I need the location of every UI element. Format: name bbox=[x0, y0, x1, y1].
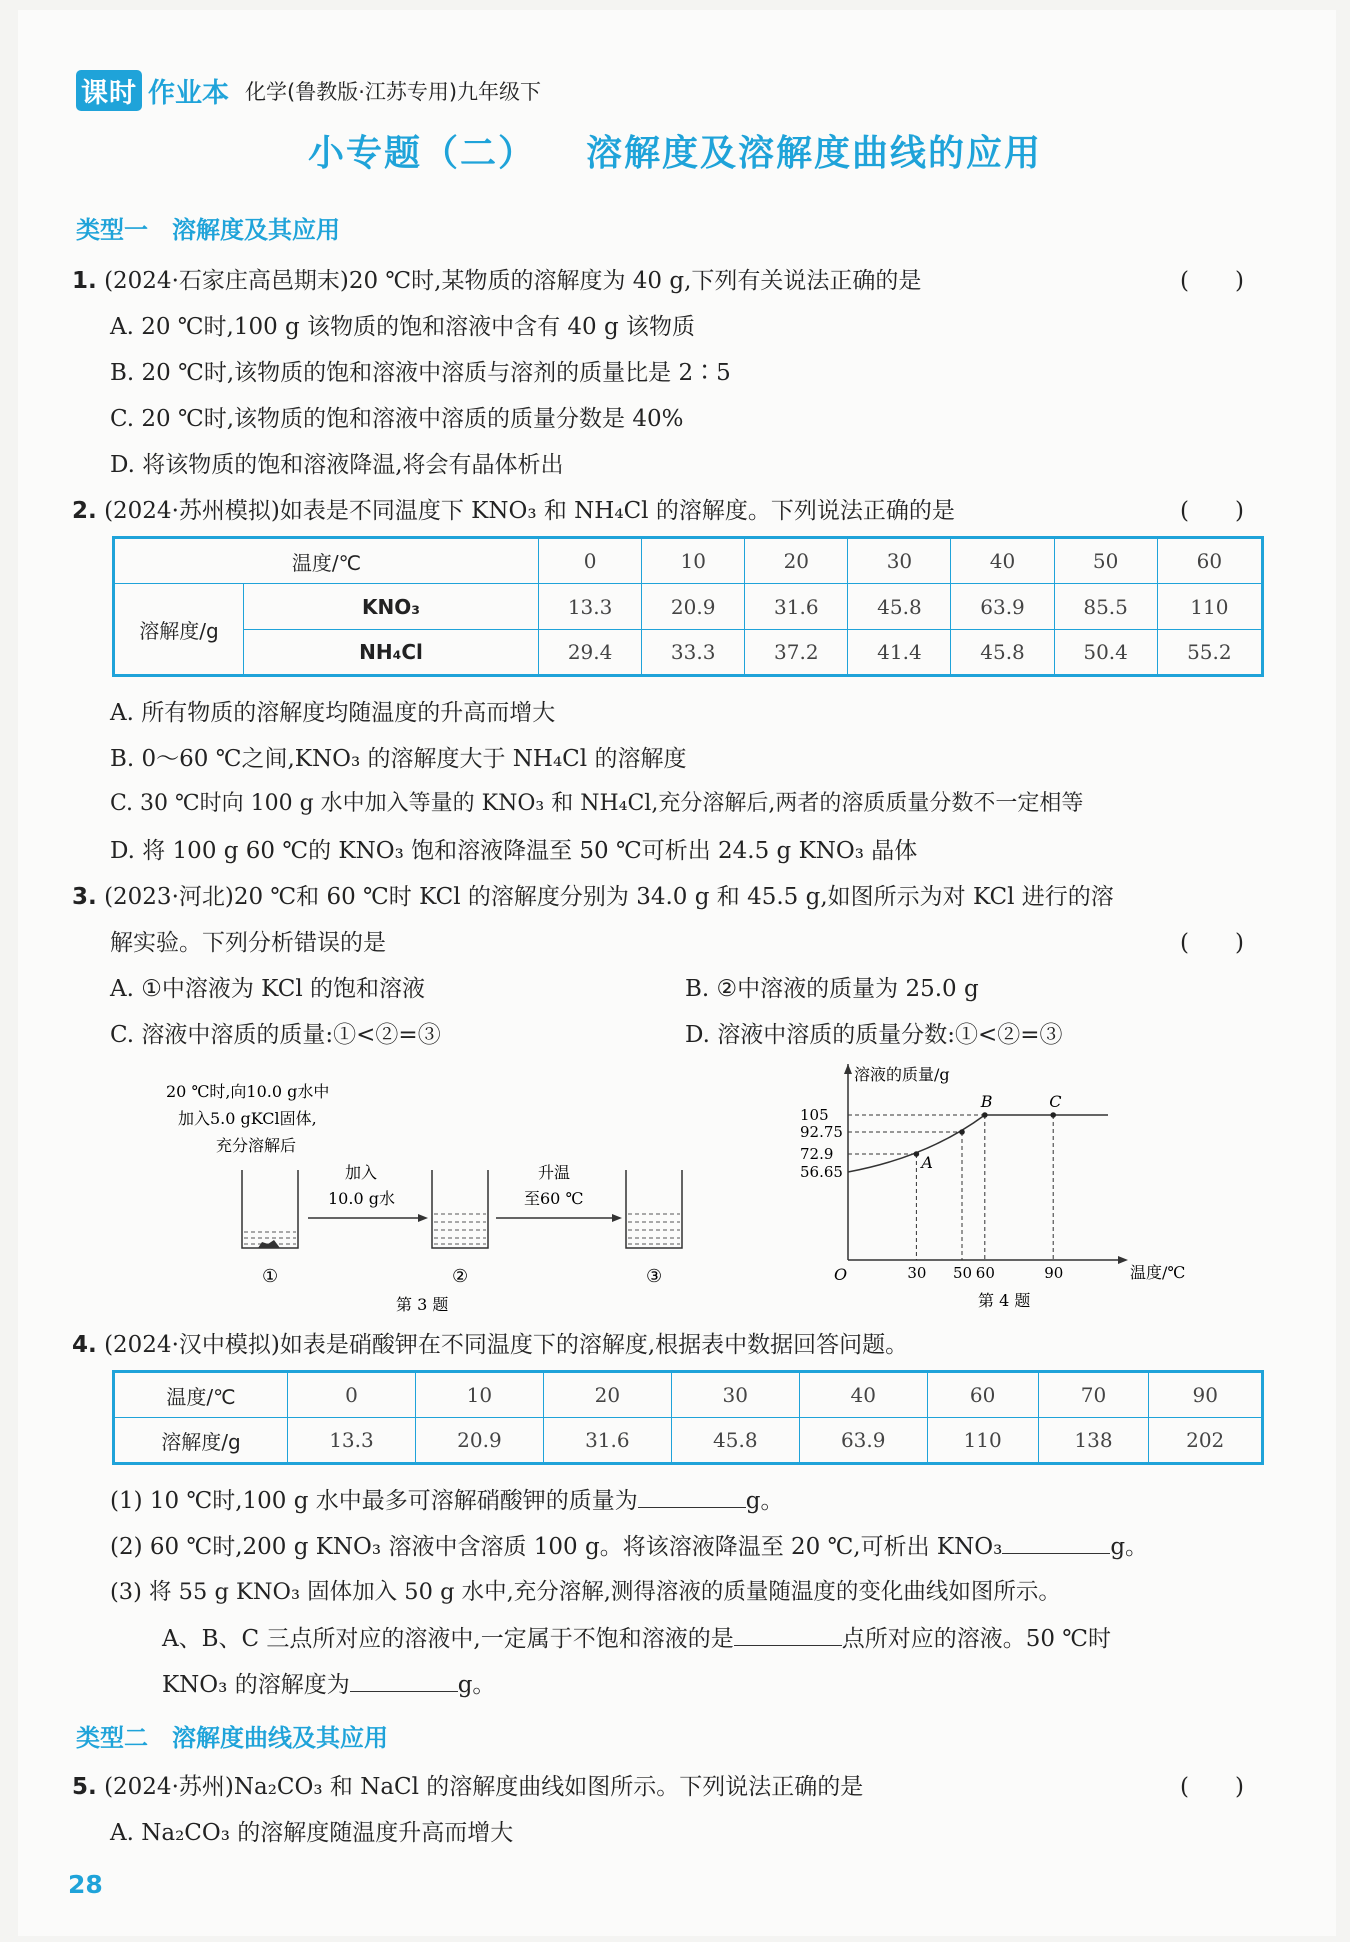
question-number: 1. bbox=[72, 268, 97, 294]
origin-label: O bbox=[834, 1265, 848, 1284]
q2-option-a: A. 所有物质的溶解度均随温度的升高而增大 bbox=[110, 700, 556, 726]
fig3-step-1b: 10.0 g水 bbox=[328, 1189, 395, 1208]
table-cell: 0 bbox=[288, 1372, 416, 1418]
y-tick-label: 56.65 bbox=[800, 1163, 843, 1181]
point-c bbox=[1050, 1112, 1056, 1118]
q2-option-d: D. 将 100 g 60 ℃的 KNO₃ 饱和溶液降温至 50 ℃可析出 24.5 g KNO₃ 晶体 bbox=[110, 838, 918, 864]
table-cell: 110 bbox=[1157, 584, 1262, 630]
x-tick-label: 90 bbox=[1044, 1264, 1064, 1282]
question-2-stem: 2. (2024·苏州模拟)如表是不同温度下 KNO₃ 和 NH₄Cl 的溶解度。下列说法正确的是 bbox=[72, 498, 955, 524]
table-cell: 202 bbox=[1149, 1418, 1263, 1464]
figure-4-chart bbox=[760, 1050, 1230, 1330]
table-cell: 50 bbox=[1054, 538, 1157, 584]
beaker-label-2: ② bbox=[452, 1266, 469, 1287]
table-cell: 20.9 bbox=[642, 584, 745, 630]
page-title bbox=[0, 125, 1350, 176]
q2-option-c: C. 30 ℃时向 100 g 水中加入等量的 KNO₃ 和 NH₄Cl,充分溶解后,两者的溶质质量分数不一定相等 bbox=[110, 791, 1084, 816]
question-1-stem: 1. (2024·石家庄高邑期末)20 ℃时,某物质的溶解度为 40 g,下列有关说法正确的是 bbox=[72, 268, 922, 294]
table-cell: 70 bbox=[1038, 1372, 1149, 1418]
brand bbox=[76, 70, 541, 111]
table-cell: 10 bbox=[415, 1372, 543, 1418]
table-cell: 13.3 bbox=[288, 1418, 416, 1464]
chart-plot bbox=[800, 1064, 1185, 1284]
q4-part-2: (2) 60 ℃时,200 g KNO₃ 溶液中含溶质 100 g。将该溶液降温至 20 ℃,可析出 KNO₃ g。 bbox=[110, 1534, 1149, 1560]
table-cell: 20 bbox=[543, 1372, 671, 1418]
book-subtitle: 化学(鲁教版·江苏专用)九年级下 bbox=[245, 79, 542, 104]
brand-logo: 课时 bbox=[76, 70, 142, 111]
q3-option-c: C. 溶液中溶质的质量:①<②=③ bbox=[110, 1022, 441, 1048]
x-axis-label: 温度/℃ bbox=[1130, 1263, 1186, 1282]
point-b-label: B bbox=[980, 1092, 993, 1111]
answer-blank[interactable] bbox=[350, 1671, 458, 1692]
table-cell: 41.4 bbox=[848, 630, 951, 676]
question-number: 2. bbox=[72, 498, 97, 524]
figure-3-diagram bbox=[150, 1070, 710, 1320]
point-a bbox=[914, 1151, 920, 1157]
q4-solubility-table bbox=[112, 1370, 1264, 1465]
answer-blank[interactable] bbox=[638, 1487, 746, 1508]
question-5-stem: 5. (2024·苏州)Na₂CO₃ 和 NaCl 的溶解度曲线如图所示。下列说法正确的是 bbox=[72, 1774, 864, 1800]
beaker-3 bbox=[626, 1170, 682, 1248]
table-cell: 45.8 bbox=[951, 630, 1054, 676]
q2-option-b: B. 0～60 ℃之间,KNO₃ 的溶解度大于 NH₄Cl 的溶解度 bbox=[110, 746, 687, 772]
table-cell: 10 bbox=[642, 538, 745, 584]
answer-paren: ( ) bbox=[1180, 498, 1244, 524]
table-cell: 33.3 bbox=[642, 630, 745, 676]
table-cell: 45.8 bbox=[848, 584, 951, 630]
fig3-step-2a: 升温 bbox=[538, 1163, 571, 1182]
y-axis-label: 溶液的质量/g bbox=[854, 1065, 950, 1084]
q2-solubility-table bbox=[112, 536, 1264, 677]
table-row-label: KNO₃ bbox=[244, 584, 539, 630]
question-3-stem: 3. (2023·河北)20 ℃和 60 ℃时 KCl 的溶解度分别为 34.0 g 和 45.5 g,如图所示为对 KCl 进行的溶 bbox=[72, 884, 1114, 910]
y-tick-label: 105 bbox=[800, 1106, 829, 1124]
section-heading-1: 类型一 溶解度及其应用 bbox=[76, 216, 340, 244]
table-cell: 30 bbox=[848, 538, 951, 584]
q4-part-3-cont: A、B、C 三点所对应的溶液中,一定属于不饱和溶液的是 点所对应的溶液。50 ℃时 bbox=[162, 1626, 1112, 1652]
table-cell: 29.4 bbox=[539, 630, 642, 676]
table-cell: 30 bbox=[671, 1372, 799, 1418]
q4-part-1: (1) 10 ℃时,100 g 水中最多可溶解硝酸钾的质量为 g。 bbox=[110, 1488, 784, 1514]
fig3-note-2: 加入5.0 gKCl固体, bbox=[178, 1109, 317, 1128]
table-header: 温度/℃ bbox=[114, 538, 539, 584]
x-tick-label: 60 bbox=[975, 1264, 995, 1282]
table-cell: 31.6 bbox=[543, 1418, 671, 1464]
table-cell: 20.9 bbox=[415, 1418, 543, 1464]
table-cell: 63.9 bbox=[799, 1418, 927, 1464]
answer-paren: ( ) bbox=[1180, 930, 1244, 956]
question-number: 5. bbox=[72, 1774, 97, 1800]
title-right: 溶解度及溶解度曲线的应用 bbox=[586, 133, 1043, 174]
table-cell: 0 bbox=[539, 538, 642, 584]
point-a-label: A bbox=[921, 1153, 933, 1172]
fig3-step-2b: 至60 ℃ bbox=[524, 1189, 584, 1208]
table-cell: 40 bbox=[799, 1372, 927, 1418]
y-axis-arrow bbox=[844, 1064, 852, 1074]
table-cell: 110 bbox=[927, 1418, 1038, 1464]
table-cell: 13.3 bbox=[539, 584, 642, 630]
q1-option-b: B. 20 ℃时,该物质的饱和溶液中溶质与溶剂的质量比是 2∶5 bbox=[110, 360, 731, 386]
y-tick-label: 72.9 bbox=[800, 1145, 834, 1163]
q4-part-3: (3) 将 55 g KNO₃ 固体加入 50 g 水中,充分溶解,测得溶液的质量随温度的变化曲线如图所示。 bbox=[110, 1579, 1061, 1605]
section-heading-2: 类型二 溶解度曲线及其应用 bbox=[76, 1724, 388, 1752]
table-row-label: 溶解度/g bbox=[114, 1418, 288, 1464]
table-cell: 50.4 bbox=[1054, 630, 1157, 676]
point-c-label: C bbox=[1049, 1092, 1062, 1111]
q1-option-d: D. 将该物质的饱和溶液降温,将会有晶体析出 bbox=[110, 452, 564, 478]
figure-4-caption: 第 4 题 bbox=[978, 1291, 1031, 1310]
fig3-step-1a: 加入 bbox=[345, 1163, 378, 1182]
fig3-note-1: 20 ℃时,向10.0 g水中 bbox=[166, 1082, 330, 1101]
q3-option-a: A. ①中溶液为 KCl 的饱和溶液 bbox=[110, 976, 425, 1002]
q3-option-d: D. 溶液中溶质的质量分数:①<②=③ bbox=[685, 1022, 1063, 1048]
q1-option-c: C. 20 ℃时,该物质的饱和溶液中溶质的质量分数是 40% bbox=[110, 406, 684, 432]
q1-option-a: A. 20 ℃时,100 g 该物质的饱和溶液中含有 40 g 该物质 bbox=[110, 314, 696, 340]
table-cell: 60 bbox=[1157, 538, 1262, 584]
table-cell: 40 bbox=[951, 538, 1054, 584]
table-cell: 45.8 bbox=[671, 1418, 799, 1464]
table-cell: 138 bbox=[1038, 1418, 1149, 1464]
x-tick-label: 30 bbox=[907, 1264, 927, 1282]
beaker-2 bbox=[432, 1170, 488, 1248]
table-cell: 31.6 bbox=[745, 584, 848, 630]
answer-blank[interactable] bbox=[734, 1625, 842, 1646]
table-row-label: 溶解度/g bbox=[114, 584, 244, 676]
beaker-label-3: ③ bbox=[646, 1266, 663, 1287]
table-cell: 63.9 bbox=[951, 584, 1054, 630]
q4-part-3-end: KNO₃ 的溶解度为 g。 bbox=[162, 1672, 496, 1698]
table-cell: 60 bbox=[927, 1372, 1038, 1418]
q3-option-b: B. ②中溶液的质量为 25.0 g bbox=[685, 976, 979, 1002]
page-number: 28 bbox=[68, 1870, 103, 1899]
point-b bbox=[982, 1112, 988, 1118]
table-cell: 37.2 bbox=[745, 630, 848, 676]
table-cell: 90 bbox=[1149, 1372, 1263, 1418]
q5-option-a: A. Na₂CO₃ 的溶解度随温度升高而增大 bbox=[110, 1820, 514, 1846]
y-tick-label: 92.75 bbox=[800, 1123, 843, 1141]
table-row-label: NH₄Cl bbox=[244, 630, 539, 676]
question-3-stem-cont: 解实验。下列分析错误的是 bbox=[110, 930, 386, 956]
question-4-stem: 4. (2024·汉中模拟)如表是硝酸钾在不同温度下的溶解度,根据表中数据回答问题。 bbox=[72, 1332, 909, 1358]
answer-blank[interactable] bbox=[1002, 1533, 1110, 1554]
question-number: 4. bbox=[72, 1332, 97, 1358]
question-number: 3. bbox=[72, 884, 97, 910]
beaker-label-1: ① bbox=[262, 1266, 279, 1287]
table-cell: 55.2 bbox=[1157, 630, 1262, 676]
x-axis-arrow bbox=[1118, 1256, 1128, 1264]
brand-text: 作业本 bbox=[148, 78, 229, 109]
answer-paren: ( ) bbox=[1180, 268, 1244, 294]
fig3-note-3: 充分溶解后 bbox=[216, 1136, 297, 1155]
beaker-1 bbox=[242, 1170, 298, 1248]
table-header: 温度/℃ bbox=[114, 1372, 288, 1418]
answer-paren: ( ) bbox=[1180, 1774, 1244, 1800]
figure-3-caption: 第 3 题 bbox=[396, 1295, 449, 1314]
x-tick-label: 50 bbox=[953, 1264, 973, 1282]
table-cell: 20 bbox=[745, 538, 848, 584]
point-50 bbox=[959, 1129, 965, 1135]
table-cell: 85.5 bbox=[1054, 584, 1157, 630]
title-left: 小专题（二） bbox=[307, 133, 536, 174]
